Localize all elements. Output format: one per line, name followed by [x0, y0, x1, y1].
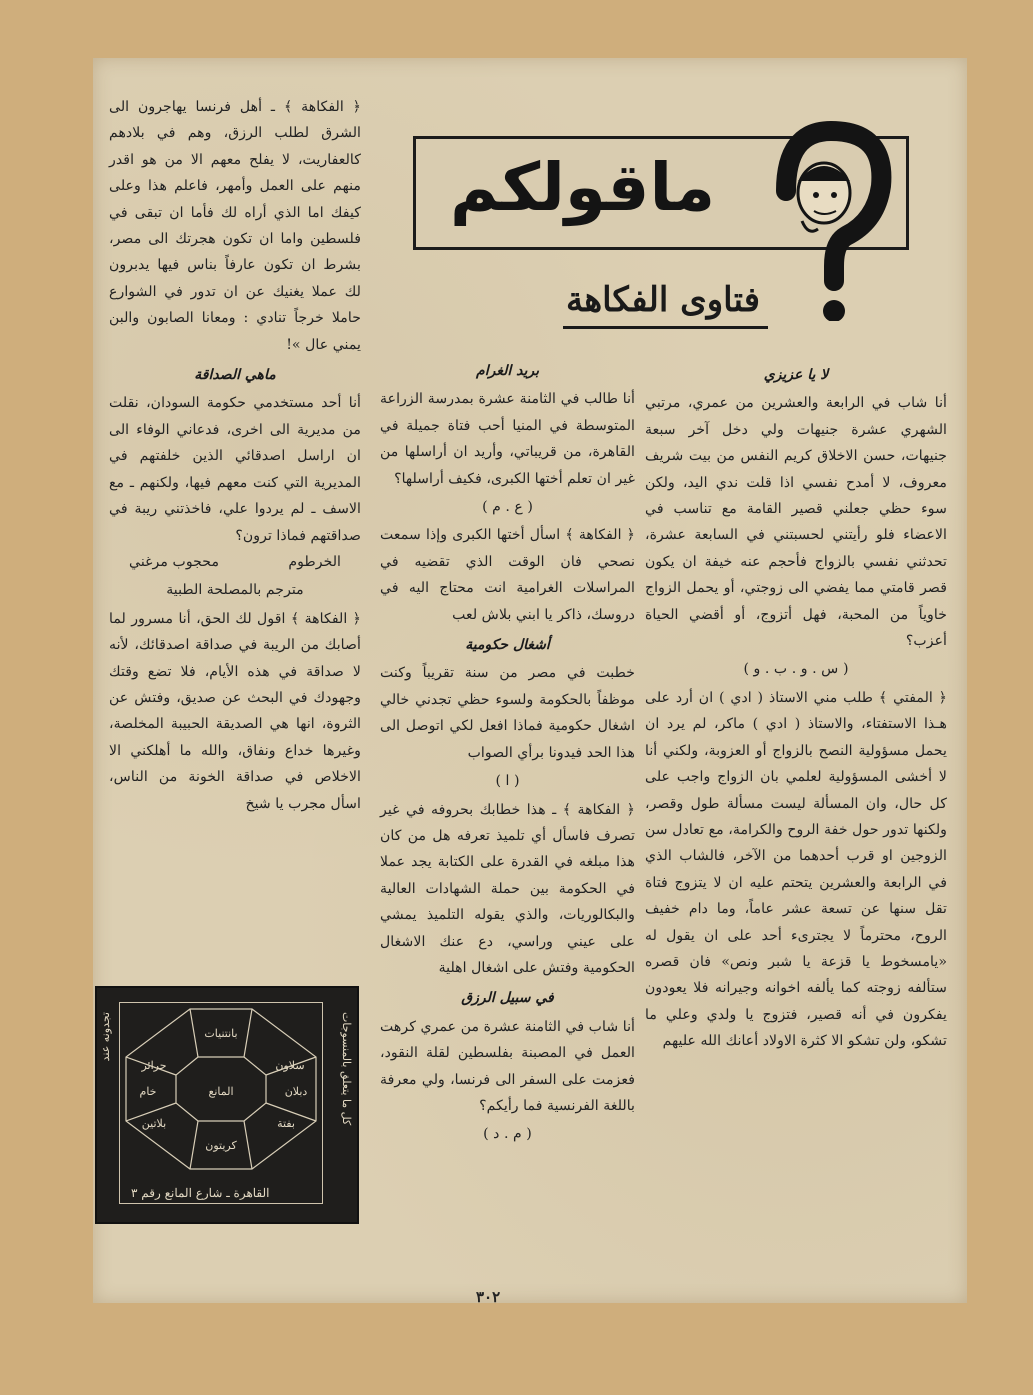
question-heading: أشغال حكومية [465, 637, 550, 654]
advertisement-box [95, 986, 359, 1224]
question-heading: لا يا عزيزي [763, 367, 829, 383]
page-subtitle: فتاوى الفكاهة [565, 280, 761, 320]
question-signature: ( م . د ) [483, 1126, 532, 1143]
signature-role: مترجم بالمصلحة الطبية [166, 582, 304, 599]
signature-name: محجوب مرغني [129, 553, 220, 570]
answer-text: ﴿ المفتي ﴾ طلب مني الاستاذ ( ادي ) ان أرد على هـذا الاستفتاء، والاستاذ ( ادي ) ماكر، لم يرد ان يحمل مسؤولية النصح بالزواج أو العزوبة، ولكني أنا لا أخشى المسؤولية لعلمي بان الزواج واجب على كل حال، وان المسألة ليست مسألة طول وقصر، ولكنها تدور حول خفة الروح والكرامة، مع تعادل سن الزوجين او قرب أحدهما من الآخر، فالشاب الذي في الرابعة والعشرين يتحتم عليه ان لا يتزوج فتاة تقل سنها عن تسعة عشر عاماً، وما دام خفيف الروح، محترماً لا يجترىء أحد على ان يقول له «يامسخوط يا قزعة يا شبر ونص» فان قصره ستألفه زوجته كما يألفه اخوانه وجيرانه فلا يعودون يفكرون في أنه قصير، فتزوج يا ولدي وعلي ما تشكو، ولن تشكو الا كثرة الاولاد أعانك الله عليهم [645, 689, 947, 1050]
question-text: أنا شاب في الرابعة والعشرين من عمري، مرتبي الشهري عشرة جنيهات ولي دخل آخر سبعة جنيهات، حسن الاخلاق كريم النفس من بيت شريف معروف، لا أمدح نفسي اذا قلت ندي اليد، ولكن سوء حظي جعلني قصير القامة مع تناسب في الاعضاء فلو رأيتني لحسبتني في السابعة عشرة، تحدثني نفسي بالزواج فأحجم عنه خيفة ان يكون قصر قامتي مما يفضي الى زوجتي، أو يحمل الزواج خاوياً من المحبة، فهل أتزوج، أو أقضي الحياة أعزب؟ [645, 395, 947, 650]
ad-cell-label: بفتة [277, 1117, 295, 1130]
ad-cell-label: خام [139, 1085, 157, 1098]
magazine-page [93, 58, 967, 1306]
signature-city: الخرطوم [288, 553, 341, 570]
answer-text: ﴿ الفكاهة ﴾ ـ أهل فرنسا يهاجرون الى الشرق لطلب الرزق، وهم في بلادهم كالعفاريت، لا يفلح معهم الا من هو اقدر منهم على العمل وأمهر، فاعلم هذا وعلى كيفك اما الذي أراه لك فأما ان تبقى في فلسطين واما ان تكون هجرتك الى مصر، بشرط ان تكون عارفاً بناس فيها يدبرون لك عملا يغنيك عن ان تدور في الشوارع حاملا خرجاً تنادي : ومعانا الصابون والبن يمني عال »! [109, 99, 361, 353]
right-column [645, 358, 947, 1055]
middle-column [380, 354, 635, 1150]
ad-side-text: تجدونه عند [99, 1012, 112, 1062]
question-heading: في سبيل الرزق [461, 990, 554, 1007]
page-number: ٣٠٢ [476, 1288, 501, 1306]
question-signature: ( س . و . ب . و ) [743, 661, 849, 678]
question-text: خطبت في مصر من سنة تقريباً وكنت موظفاً بالحكومة ولسوء حظي تجدني خالي اشغال حكومية فماذا افعل لكي اتوصل الى هذا الحد فيدونا برأي الصواب [380, 665, 635, 761]
question-text: أنا شاب في الثامنة عشرة من عمري كرهت العمل في المصبنة بفلسطين لقلة النقود، فعزمت على السفر الى فرنسا، ولي معرفة باللغة الفرنسية فما رأيكم؟ [380, 1018, 635, 1114]
question-text: أنا طالب في الثامنة عشرة بمدرسة الزراعة المتوسطة في المنيا أحب فتاة جميلة في القاهرة، من قريباتي، وأريد ان أراسلها من غير ان تعلم أختها الكبرى، فكيف أراسلها؟ [380, 391, 635, 487]
ad-cell-label: بلاتين [141, 1117, 167, 1130]
ad-cell-label: كريتون [205, 1139, 237, 1152]
column-logo-title: ماقولكم [450, 149, 716, 226]
answer-text: ﴿ الفكاهة ﴾ ـ هذا خطابك بحروفه في غير تصرف فاسأل أي تلميذ تعرفه هل من كان هذا مبلغه في القدرة على الكتابة يجد عملا في الحكومة بين حملة الشهادات العالية والبكالوريات، والذي يقوله التلميذ يمشي على عيني وراسي، دع عنك الاشغال الحكومية وفتش على اشغال اهلية [380, 801, 635, 976]
ad-address: القاهرة ـ شارع المانع رقم ٣ [131, 1186, 270, 1200]
ad-cell-label: بانتنيات [204, 1027, 238, 1040]
ad-side-text: كل ما يتعلق بالمنسوجات [340, 1012, 353, 1126]
answer-text: ﴿ الفكاهة ﴾ اقول لك الحق، أنا مسرور لما أصابك من الريبة في صداقة اصدقائك، لأنه لا صداقة في هذه الأيام، فلا تضع وقتك وجهودك في البحث عن صديق، وفتش عن الثروة، انها هي الصديقة الحبيبة المخلصة، وغيرها خداع ونفاق، والله ما أهلكني الا الاخلاص في صداقة الخونة من الناس، اسأل مجرب يا شيخ [109, 610, 361, 812]
question-heading: ماهي الصداقة [194, 367, 276, 384]
question-heading: بريد الغرام [476, 363, 539, 379]
ad-cell-label: حرائر [141, 1059, 167, 1072]
question-signature: ( ع . م ) [482, 499, 533, 516]
signature-row [109, 549, 361, 575]
ad-octagon-diagram [120, 1003, 322, 1175]
answer-text: ﴿ الفكاهة ﴾ اسأل أختها الكبرى وإذا سمعت نصحي فان الوقت الذي تقضيه في المراسلات الغرامية انت محتاج اليه في دروسك، ذاكر يا ابني بلاش لعب [380, 527, 635, 623]
ad-cell-label: سلاون [275, 1059, 305, 1072]
ad-cell-label: دبلان [284, 1085, 308, 1098]
left-column [109, 94, 361, 817]
question-text: أنا أحد مستخدمي حكومة السودان، نقلت من مديرية الى اخرى، فدعاني الوفاء الى ان اراسل اصدقائي الذين خلفتهم في المديرية التي كنت معهم فيها، ولكنهم ـ مع الاسف ـ لم يردوا علي، فاخذتني ريبة في صداقتهم فماذا ترون؟ [109, 395, 361, 544]
ad-center-label: المانع [208, 1085, 234, 1098]
subtitle-underline [563, 326, 768, 329]
column-logo-box [413, 136, 909, 250]
ad-inner-frame [119, 1002, 323, 1204]
question-signature: ( ا ) [495, 773, 520, 790]
